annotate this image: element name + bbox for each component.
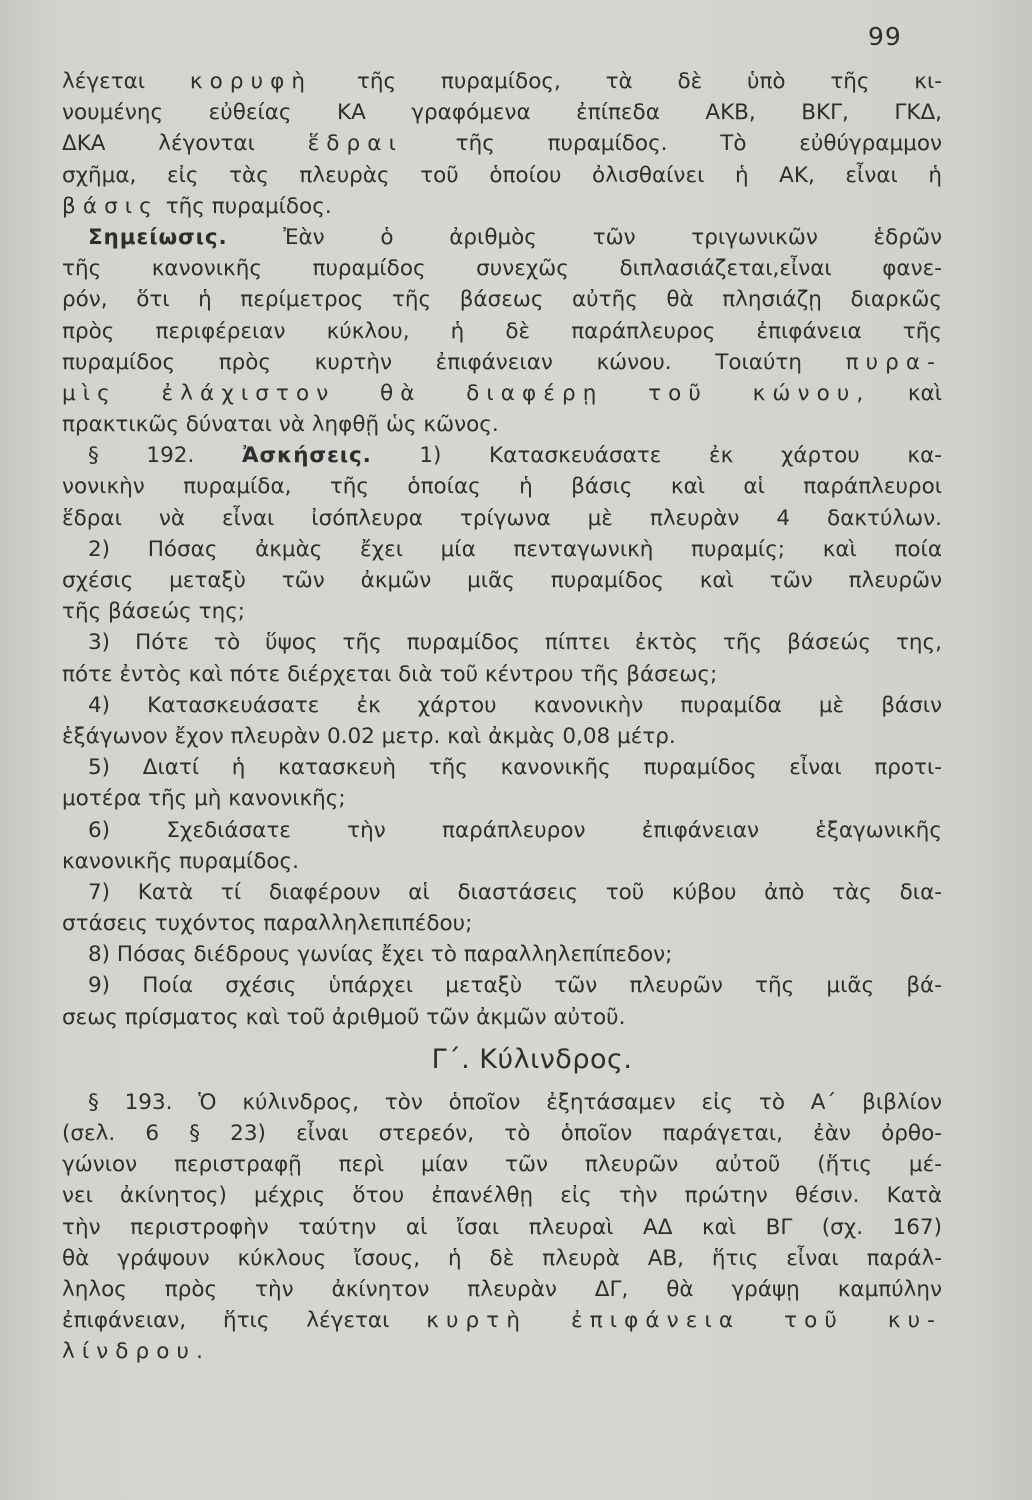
text-line xyxy=(62,97,942,128)
text-run: τῆς βάσεώς της; xyxy=(62,599,246,625)
text-line xyxy=(62,690,942,721)
text-run: τῆς πυραμίδος. Τὸ εὐθύγραμμον xyxy=(402,131,942,157)
text-run: λέγεται xyxy=(62,69,190,94)
text-run: τῆς κανονικῆς πυραμίδος συνεχῶς διπλασιάζεται,εἶναι φανε- xyxy=(62,256,942,282)
text-line xyxy=(62,565,942,596)
text-line xyxy=(62,1180,942,1211)
text-line xyxy=(62,721,942,752)
text-line xyxy=(62,846,942,877)
text-line xyxy=(62,596,942,627)
text-run: ΔΚΑ λέγονται xyxy=(62,131,308,157)
text-line xyxy=(62,347,942,378)
text-run: 3) Πότε τὸ ὕψος τῆς πυραμίδος πίπτει ἐκτὸς τῆς βάσεώς της, xyxy=(88,630,942,656)
text-line xyxy=(62,160,942,191)
text-run: 4) Κατασκευάσατε ἐκ χάρτου κανονικὴν πυραμίδα μὲ βάσιν xyxy=(88,692,942,718)
text-run: πρακτικῶς δύναται νὰ ληφθῇ ὡς κῶνος. xyxy=(62,412,499,438)
text-line xyxy=(62,1087,942,1118)
spaced-emphasis: κορυφὴ xyxy=(189,69,313,94)
text-run: Ἐὰν ὁ ἀριθμὸς τῶν τριγωνικῶν ἑδρῶν xyxy=(227,224,942,250)
text-run: νουμένης εὐθείας ΚΑ γραφόμενα ἐπίπεδα ΑΚΒ, ΒΚΓ, ΓΚΔ, xyxy=(62,100,942,126)
text-run: τῆς πυραμίδος. xyxy=(158,193,332,219)
text-run: θὰ γράψουν κύκλους ἴσους, ἡ δὲ πλευρὰ ΑΒ, ἥτις εἶναι παράλ- xyxy=(62,1245,942,1271)
text-line xyxy=(62,627,942,658)
text-line xyxy=(62,378,942,409)
text-run: ἕδραι νὰ εἶναι ἰσόπλευρα τρίγωνα μὲ πλευρὰν 4 δακτύλων. xyxy=(62,505,942,531)
text-run: κανονικῆς πυραμίδος. xyxy=(62,848,299,874)
text-run: 2) Πόσας ἀκμὰς ἔχει μία πενταγωνικὴ πυραμίς; καὶ ποία xyxy=(88,536,942,562)
text-run: μοτέρα τῆς μὴ κανονικῆς; xyxy=(62,786,346,812)
text-run: πυραμίδος πρὸς κυρτὴν ἐπιφάνειαν κώνου. Τοιαύτη xyxy=(62,349,846,375)
text-run: 5) Διατί ἡ κατασκευὴ τῆς κανονικῆς πυραμίδος εἶναι προτι- xyxy=(88,755,942,781)
spaced-emphasis: λίνδρου. xyxy=(62,1339,210,1365)
text-line xyxy=(62,409,942,440)
page-number: 99 xyxy=(868,22,902,51)
text-line xyxy=(62,191,942,222)
text-line xyxy=(62,66,942,97)
text-run: νει ἀκίνητος) μέχρις ὅτου ἐπανέλθῃ εἰς τὴν πρώτην θέσιν. Κατὰ xyxy=(62,1183,942,1209)
text-line xyxy=(62,659,942,690)
text-run: στάσεις τυχόντος παραλληλεπιπέδου; xyxy=(62,911,473,937)
text-run: (σελ. 6 § 23) εἶναι στερεόν, τὸ ὁποῖον παράγεται, ἐὰν ὀρθο- xyxy=(62,1121,942,1146)
text-run: ἑξάγωνον ἔχον πλευρὰν 0.02 μετρ. καὶ ἀκμὰς 0,08 μέτρ. xyxy=(62,723,676,749)
text-run: ἐπιφάνειαν, ἥτις λέγεται xyxy=(62,1308,427,1334)
text-line xyxy=(62,970,942,1001)
text-run: σχῆμα, εἰς τὰς πλευρὰς τοῦ ὁποίου ὀλισθαίνει ἡ ΑΚ, εἶναι ἡ xyxy=(62,162,942,188)
spaced-emphasis: μὶς ἐλάχιστον θὰ διαφέρῃ τοῦ κώνου, xyxy=(62,380,871,406)
text-line xyxy=(62,1002,942,1033)
text-line xyxy=(62,1118,942,1149)
text-line xyxy=(62,440,942,471)
text-body xyxy=(62,66,942,1368)
text-line xyxy=(62,316,942,347)
text-run: 8) Πόσας διέδρους γωνίας ἔχει τὸ παραλληλεπίπεδον; xyxy=(88,942,673,968)
text-run: ληλος πρὸς τὴν ἀκίνητον πλευρὰν ΔΓ, θὰ γράψῃ καμπύλην xyxy=(62,1276,942,1302)
text-line xyxy=(62,939,942,970)
text-line xyxy=(62,815,942,846)
text-run: σεως πρίσματος καὶ τοῦ ἀριθμοῦ τῶν ἀκμῶν αὐτοῦ. xyxy=(62,1004,626,1030)
bold-lead-term: Ἀσκήσεις. xyxy=(241,443,372,469)
text-line xyxy=(62,908,942,939)
text-line xyxy=(62,534,942,565)
section-heading: Γ΄. Κύλινδρος. xyxy=(431,1043,633,1075)
text-line xyxy=(62,1149,942,1180)
text-line xyxy=(62,503,942,534)
text-run: 7) Κατὰ τί διαφέρουν αἱ διαστάσεις τοῦ κύβου ἀπὸ τὰς δια- xyxy=(88,879,942,905)
text-run: § 192. xyxy=(88,443,242,469)
text-run: γώνιον περιστραφῇ περὶ μίαν τῶν πλευρῶν αὐτοῦ (ἥτις μέ- xyxy=(62,1152,942,1178)
text-run: 1) Κατασκευάσατε ἐκ χάρτου κα- xyxy=(371,443,942,469)
text-line xyxy=(62,783,942,814)
spaced-emphasis: πυρα- xyxy=(845,349,942,375)
text-line xyxy=(62,1305,942,1336)
text-run: καὶ xyxy=(870,380,942,406)
text-run: σχέσις μεταξὺ τῶν ἀκμῶν μιᾶς πυραμίδος καὶ τῶν πλευρῶν xyxy=(62,568,942,593)
text-run: § 193. Ὁ κύλινδρος, τὸν ὁποῖον ἐξητάσαμεν εἰς τὸ Α΄ βιβλίον xyxy=(88,1089,942,1115)
text-line xyxy=(62,222,942,253)
text-line xyxy=(62,284,942,315)
spaced-emphasis: ἕδραι xyxy=(307,131,403,157)
text-run: τῆς πυραμίδος, τὰ δὲ ὑπὸ τῆς κι- xyxy=(312,69,942,94)
text-run: πρὸς περιφέρειαν κύκλου, ἡ δὲ παράπλευρος ἐπιφάνεια τῆς xyxy=(62,318,942,344)
text-run: ρόν, ὅτι ἡ περίμετρος τῆς βάσεως αὐτῆς θὰ πλησιάζῃ διαρκῶς xyxy=(62,287,942,313)
text-run: τὴν περιστροφὴν ταύτην αἱ ἴσαι πλευραὶ ΑΔ καὶ ΒΓ (σχ. 167) xyxy=(62,1214,942,1240)
text-run: πότε ἐντὸς καὶ πότε διέρχεται διὰ τοῦ κέντρου τῆς βάσεως; xyxy=(62,661,718,687)
spaced-emphasis: βάσις xyxy=(62,193,159,219)
text-line xyxy=(62,253,942,284)
spaced-emphasis: κυρτὴ ἐπιφάνεια τοῦ κυ- xyxy=(426,1308,942,1334)
text-line xyxy=(62,1274,942,1305)
text-line xyxy=(62,128,942,159)
text-run: 9) Ποία σχέσις ὑπάρχει μεταξὺ τῶν πλευρῶν τῆς μιᾶς βά- xyxy=(88,973,942,999)
text-line xyxy=(62,752,942,783)
text-line xyxy=(62,1243,942,1274)
text-line xyxy=(62,877,942,908)
text-line xyxy=(62,1212,942,1243)
text-run: 6) Σχεδιάσατε τὴν παράπλευρον ἐπιφάνειαν ἑξαγωνικῆς xyxy=(88,817,942,843)
text-line xyxy=(62,1336,942,1367)
text-run: νονικὴν πυραμίδα, τῆς ὁποίας ἡ βάσις καὶ αἱ παράπλευροι xyxy=(62,474,942,500)
text-line xyxy=(62,471,942,502)
bold-lead-term: Σημείωσις. xyxy=(88,224,228,250)
